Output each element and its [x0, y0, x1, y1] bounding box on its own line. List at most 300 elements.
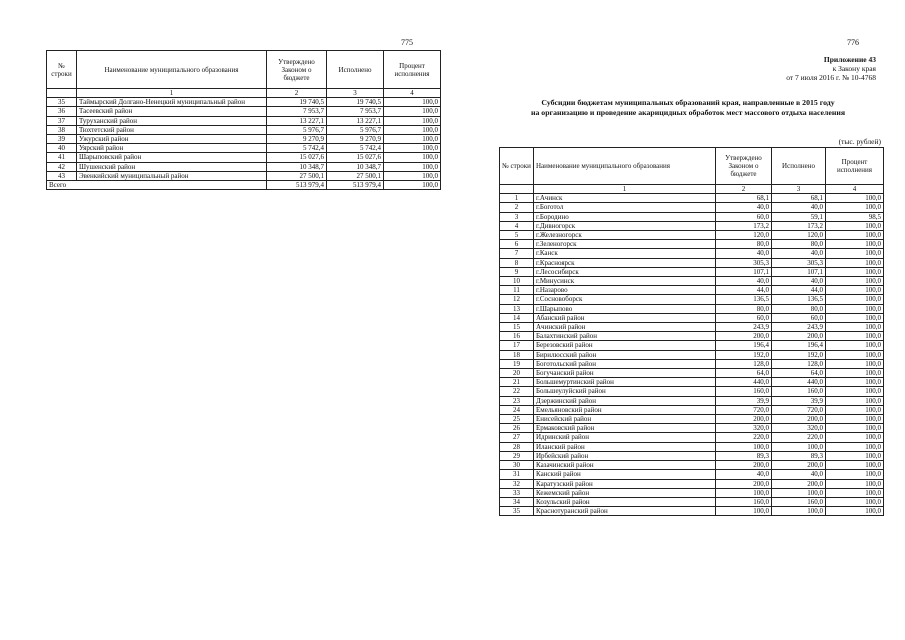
- municipality-name: Тасеевский район: [77, 107, 267, 116]
- approved-amount: 5 742,4: [267, 144, 327, 153]
- row-number: 10: [500, 277, 534, 286]
- table-row: [500, 295, 884, 304]
- index-cell: 3: [772, 185, 826, 194]
- approved-amount: 720,0: [716, 405, 772, 414]
- executed-amount: 243,9: [772, 323, 826, 332]
- executed-amount: 107,1: [772, 267, 826, 276]
- row-number: 20: [500, 369, 534, 378]
- table-row: [500, 507, 884, 516]
- table-row: [500, 304, 884, 313]
- table-row: [500, 203, 884, 212]
- table-row: [47, 98, 441, 107]
- executed-amount: 68,1: [772, 194, 826, 203]
- municipality-name: Емельяновский район: [534, 405, 716, 414]
- municipality-name: Казачинский район: [534, 461, 716, 470]
- col-header-percent: Процент исполнения: [384, 51, 441, 89]
- municipality-name: Идринский район: [534, 433, 716, 442]
- execution-percent: 100,0: [826, 470, 884, 479]
- execution-percent: 100,0: [826, 507, 884, 516]
- approved-amount: 320,0: [716, 424, 772, 433]
- executed-amount: 100,0: [772, 488, 826, 497]
- table-row: [500, 461, 884, 470]
- municipality-name: Ермаковский район: [534, 424, 716, 433]
- executed-amount: 200,0: [772, 332, 826, 341]
- row-number: 3: [500, 212, 534, 221]
- col-header-municipality: Наименование муниципального образования: [534, 148, 716, 185]
- execution-percent: 100,0: [384, 153, 441, 162]
- table-row: [500, 194, 884, 203]
- table-row: [500, 221, 884, 230]
- executed-amount: 200,0: [772, 415, 826, 424]
- page-number-right: 776: [847, 38, 859, 47]
- execution-percent: 100,0: [826, 313, 884, 322]
- executed-amount: 100,0: [772, 442, 826, 451]
- municipality-name: Большемуртинский район: [534, 378, 716, 387]
- municipality-name: Енисейский район: [534, 415, 716, 424]
- executed-amount: 40,0: [772, 203, 826, 212]
- approved-amount: 200,0: [716, 479, 772, 488]
- execution-percent: 100,0: [826, 350, 884, 359]
- table-row: [47, 125, 441, 134]
- row-number: 22: [500, 387, 534, 396]
- approved-amount: 100,0: [716, 507, 772, 516]
- municipality-name: Краснотуранский район: [534, 507, 716, 516]
- row-number: 18: [500, 350, 534, 359]
- executed-amount: 7 953,7: [327, 107, 384, 116]
- municipality-name: Дзержинский район: [534, 396, 716, 405]
- executed-amount: 305,3: [772, 258, 826, 267]
- executed-amount: 80,0: [772, 304, 826, 313]
- annex-law-ref: к Закону края: [832, 64, 876, 73]
- column-index-row: [500, 185, 884, 194]
- executed-amount: 39,9: [772, 396, 826, 405]
- index-cell: 3: [327, 89, 384, 98]
- municipality-name: г.Боготол: [534, 203, 716, 212]
- executed-amount: 120,0: [772, 231, 826, 240]
- row-number: 43: [47, 171, 77, 180]
- execution-percent: 100,0: [826, 304, 884, 313]
- row-number: 26: [500, 424, 534, 433]
- approved-amount: 13 227,1: [267, 116, 327, 125]
- table-row: [47, 144, 441, 153]
- approved-amount: 173,2: [716, 221, 772, 230]
- execution-percent: 100,0: [826, 433, 884, 442]
- page-number-left: 775: [401, 38, 413, 47]
- executed-amount: 720,0: [772, 405, 826, 414]
- row-number: 4: [500, 221, 534, 230]
- execution-percent: 100,0: [384, 162, 441, 171]
- approved-amount: 196,4: [716, 341, 772, 350]
- executed-amount: 40,0: [772, 249, 826, 258]
- row-number: 35: [47, 98, 77, 107]
- approved-amount: 40,0: [716, 203, 772, 212]
- annex-law-date: от 7 июля 2016 г. № 10-4768: [786, 73, 876, 82]
- municipality-name: г.Шарыпово: [534, 304, 716, 313]
- municipality-name: Иланский район: [534, 442, 716, 451]
- row-number: 33: [500, 488, 534, 497]
- col-header-municipality: Наименование муниципального образования: [77, 51, 267, 89]
- execution-percent: 100,0: [826, 194, 884, 203]
- row-number: 37: [47, 116, 77, 125]
- annex-block: [786, 55, 876, 82]
- municipality-name: Ачинский район: [534, 323, 716, 332]
- row-number: 39: [47, 135, 77, 144]
- municipality-name: г.Минусинск: [534, 277, 716, 286]
- execution-percent: 100,0: [384, 98, 441, 107]
- executed-amount: 13 227,1: [327, 116, 384, 125]
- execution-percent: 100,0: [826, 359, 884, 368]
- execution-percent: 100,0: [826, 277, 884, 286]
- row-number: 12: [500, 295, 534, 304]
- table-row: [500, 497, 884, 506]
- execution-percent: 100,0: [826, 451, 884, 460]
- approved-amount: 68,1: [716, 194, 772, 203]
- municipality-name: Таймырский Долгано-Ненецкий муниципальный район: [77, 98, 267, 107]
- executed-amount: 89,3: [772, 451, 826, 460]
- municipality-name: Туруханский район: [77, 116, 267, 125]
- execution-percent: 100,0: [826, 415, 884, 424]
- total-row: [47, 181, 441, 190]
- executed-amount: 9 270,9: [327, 135, 384, 144]
- executed-amount: 200,0: [772, 461, 826, 470]
- table-row: [500, 369, 884, 378]
- table-row: [500, 267, 884, 276]
- col-header-approved: Утверждено Законом о бюджете: [716, 148, 772, 185]
- approved-amount: 160,0: [716, 387, 772, 396]
- execution-percent: 100,0: [826, 488, 884, 497]
- row-number: 19: [500, 359, 534, 368]
- table-row: [500, 332, 884, 341]
- row-number: 2: [500, 203, 534, 212]
- total-approved: 513 979,4: [267, 181, 327, 190]
- title-line-1: Субсидии бюджетам муниципальных образований края, направленные в 2015 году: [541, 98, 835, 107]
- col-header-row-number: № строки: [47, 51, 77, 89]
- executed-amount: 19 740,5: [327, 98, 384, 107]
- approved-amount: 136,5: [716, 295, 772, 304]
- table-row: [500, 451, 884, 460]
- table-row: [500, 240, 884, 249]
- executed-amount: 160,0: [772, 387, 826, 396]
- index-cell: 2: [716, 185, 772, 194]
- col-header-executed: Исполнено: [772, 148, 826, 185]
- table-row: [47, 153, 441, 162]
- table-row: [500, 387, 884, 396]
- municipality-name: г.Лесосибирск: [534, 267, 716, 276]
- execution-percent: 100,0: [826, 267, 884, 276]
- execution-percent: 98,5: [826, 212, 884, 221]
- approved-amount: 80,0: [716, 304, 772, 313]
- approved-amount: 220,0: [716, 433, 772, 442]
- municipality-name: г.Ачинск: [534, 194, 716, 203]
- row-number: 30: [500, 461, 534, 470]
- table-row: [500, 479, 884, 488]
- row-number: 14: [500, 313, 534, 322]
- executed-amount: 173,2: [772, 221, 826, 230]
- approved-amount: 39,9: [716, 396, 772, 405]
- table-row: [500, 488, 884, 497]
- execution-percent: 100,0: [826, 461, 884, 470]
- row-number: 42: [47, 162, 77, 171]
- execution-percent: 100,0: [826, 295, 884, 304]
- table-row: [500, 378, 884, 387]
- executed-amount: 320,0: [772, 424, 826, 433]
- row-number: 1: [500, 194, 534, 203]
- execution-percent: 100,0: [384, 125, 441, 134]
- executed-amount: 192,0: [772, 350, 826, 359]
- table-row: [47, 171, 441, 180]
- municipality-name: Ужурский район: [77, 135, 267, 144]
- executed-amount: 220,0: [772, 433, 826, 442]
- municipality-name: Каратузский район: [534, 479, 716, 488]
- row-number: 36: [47, 107, 77, 116]
- municipality-name: Канский район: [534, 470, 716, 479]
- executed-amount: 136,5: [772, 295, 826, 304]
- approved-amount: 160,0: [716, 497, 772, 506]
- row-number: 29: [500, 451, 534, 460]
- executed-amount: 5 976,7: [327, 125, 384, 134]
- table-row: [500, 313, 884, 322]
- executed-amount: 160,0: [772, 497, 826, 506]
- index-cell: [500, 185, 534, 194]
- approved-amount: 5 976,7: [267, 125, 327, 134]
- row-number: 25: [500, 415, 534, 424]
- municipality-name: Шарыповский район: [77, 153, 267, 162]
- row-number: 27: [500, 433, 534, 442]
- row-number: 13: [500, 304, 534, 313]
- municipality-name: Уярский район: [77, 144, 267, 153]
- execution-percent: 100,0: [826, 231, 884, 240]
- approved-amount: 200,0: [716, 461, 772, 470]
- total-executed: 513 979,4: [327, 181, 384, 190]
- municipality-name: г.Назарово: [534, 286, 716, 295]
- executed-amount: 40,0: [772, 277, 826, 286]
- row-number: 11: [500, 286, 534, 295]
- execution-percent: 100,0: [826, 479, 884, 488]
- row-number: 7: [500, 249, 534, 258]
- execution-percent: 100,0: [826, 221, 884, 230]
- executed-amount: 196,4: [772, 341, 826, 350]
- total-label: Всего: [47, 181, 267, 190]
- index-cell: 2: [267, 89, 327, 98]
- index-cell: 4: [384, 89, 441, 98]
- executed-amount: 128,0: [772, 359, 826, 368]
- col-header-approved: Утверждено Законом о бюджете: [267, 51, 327, 89]
- approved-amount: 15 027,6: [267, 153, 327, 162]
- row-number: 9: [500, 267, 534, 276]
- table-row: [500, 249, 884, 258]
- execution-percent: 100,0: [826, 258, 884, 267]
- executed-amount: 15 027,6: [327, 153, 384, 162]
- table-row: [500, 359, 884, 368]
- col-header-row-number: № строки: [500, 148, 534, 185]
- row-number: 5: [500, 231, 534, 240]
- row-number: 35: [500, 507, 534, 516]
- row-number: 6: [500, 240, 534, 249]
- execution-percent: 100,0: [384, 144, 441, 153]
- execution-percent: 100,0: [826, 442, 884, 451]
- row-number: 38: [47, 125, 77, 134]
- table-row: [500, 442, 884, 451]
- approved-amount: 128,0: [716, 359, 772, 368]
- execution-percent: 100,0: [384, 116, 441, 125]
- table-row: [500, 341, 884, 350]
- municipality-name: Богучанский район: [534, 369, 716, 378]
- row-number: 31: [500, 470, 534, 479]
- approved-amount: 192,0: [716, 350, 772, 359]
- row-number: 24: [500, 405, 534, 414]
- row-number: 8: [500, 258, 534, 267]
- approved-amount: 107,1: [716, 267, 772, 276]
- row-number: 15: [500, 323, 534, 332]
- row-number: 23: [500, 396, 534, 405]
- table-row: [500, 212, 884, 221]
- approved-amount: 44,0: [716, 286, 772, 295]
- municipality-name: Ирбейский район: [534, 451, 716, 460]
- approved-amount: 80,0: [716, 240, 772, 249]
- approved-amount: 40,0: [716, 277, 772, 286]
- index-cell: 4: [826, 185, 884, 194]
- municipality-name: г.Зеленогорск: [534, 240, 716, 249]
- execution-percent: 100,0: [826, 323, 884, 332]
- table-row: [500, 405, 884, 414]
- execution-percent: 100,0: [826, 249, 884, 258]
- row-number: 28: [500, 442, 534, 451]
- table-row: [47, 162, 441, 171]
- executed-amount: 44,0: [772, 286, 826, 295]
- approved-amount: 243,9: [716, 323, 772, 332]
- municipality-name: г.Канск: [534, 249, 716, 258]
- document-title: [490, 98, 886, 118]
- execution-percent: 100,0: [826, 396, 884, 405]
- table-row: [500, 286, 884, 295]
- executed-amount: 27 500,1: [327, 171, 384, 180]
- executed-amount: 440,0: [772, 378, 826, 387]
- executed-amount: 59,1: [772, 212, 826, 221]
- municipality-name: Тюхтетский район: [77, 125, 267, 134]
- executed-amount: 10 348,7: [327, 162, 384, 171]
- execution-percent: 100,0: [826, 387, 884, 396]
- approved-amount: 40,0: [716, 470, 772, 479]
- annex-number: Приложение 43: [823, 55, 876, 64]
- row-number: 17: [500, 341, 534, 350]
- executed-amount: 64,0: [772, 369, 826, 378]
- municipality-name: Березовский район: [534, 341, 716, 350]
- table-row: [500, 231, 884, 240]
- municipality-name: Козульский район: [534, 497, 716, 506]
- table-row: [47, 116, 441, 125]
- row-number: 16: [500, 332, 534, 341]
- approved-amount: 7 953,7: [267, 107, 327, 116]
- col-header-percent: Процент исполнения: [826, 148, 884, 185]
- table-row: [500, 323, 884, 332]
- execution-percent: 100,0: [826, 286, 884, 295]
- municipality-name: Бирилюсский район: [534, 350, 716, 359]
- table-row: [500, 424, 884, 433]
- table-row: [500, 470, 884, 479]
- table-row: [500, 433, 884, 442]
- index-cell: 1: [534, 185, 716, 194]
- approved-amount: 60,0: [716, 212, 772, 221]
- approved-amount: 9 270,9: [267, 135, 327, 144]
- executed-amount: 80,0: [772, 240, 826, 249]
- table-row: [500, 350, 884, 359]
- row-number: 21: [500, 378, 534, 387]
- municipality-name: Боготольский район: [534, 359, 716, 368]
- execution-percent: 100,0: [384, 171, 441, 180]
- total-percent: 100,0: [384, 181, 441, 190]
- approved-amount: 89,3: [716, 451, 772, 460]
- units-label: (тыс. рублей): [838, 137, 881, 146]
- row-number: 34: [500, 497, 534, 506]
- row-number: 41: [47, 153, 77, 162]
- approved-amount: 60,0: [716, 313, 772, 322]
- executed-amount: 40,0: [772, 470, 826, 479]
- approved-amount: 200,0: [716, 415, 772, 424]
- column-index-row: [47, 89, 441, 98]
- table-row: [500, 258, 884, 267]
- title-line-2: на организацию и проведение акарицидных обработок мест массового отдыха населения: [530, 108, 846, 117]
- execution-percent: 100,0: [826, 405, 884, 414]
- table-row: [500, 396, 884, 405]
- index-cell: 1: [77, 89, 267, 98]
- executed-amount: 5 742,4: [327, 144, 384, 153]
- municipality-name: г.Сосновоборск: [534, 295, 716, 304]
- approved-amount: 27 500,1: [267, 171, 327, 180]
- municipality-name: Балахтинский район: [534, 332, 716, 341]
- municipality-name: г.Железногорск: [534, 231, 716, 240]
- municipality-name: Абанский район: [534, 313, 716, 322]
- municipality-name: г.Бородино: [534, 212, 716, 221]
- approved-amount: 305,3: [716, 258, 772, 267]
- approved-amount: 440,0: [716, 378, 772, 387]
- execution-percent: 100,0: [826, 341, 884, 350]
- table-row: [500, 415, 884, 424]
- execution-percent: 100,0: [826, 369, 884, 378]
- execution-percent: 100,0: [384, 107, 441, 116]
- row-number: 32: [500, 479, 534, 488]
- municipality-name: Шушенский район: [77, 162, 267, 171]
- execution-percent: 100,0: [384, 135, 441, 144]
- left-page-table: [46, 50, 441, 190]
- col-header-executed: Исполнено: [327, 51, 384, 89]
- table-row: [47, 107, 441, 116]
- municipality-name: Кежемский район: [534, 488, 716, 497]
- approved-amount: 200,0: [716, 332, 772, 341]
- executed-amount: 100,0: [772, 507, 826, 516]
- approved-amount: 100,0: [716, 488, 772, 497]
- executed-amount: 200,0: [772, 479, 826, 488]
- execution-percent: 100,0: [826, 424, 884, 433]
- municipality-name: г.Красноярск: [534, 258, 716, 267]
- municipality-name: Эвенкийский муниципальный район: [77, 171, 267, 180]
- index-cell: [47, 89, 77, 98]
- table-row: [47, 135, 441, 144]
- approved-amount: 40,0: [716, 249, 772, 258]
- approved-amount: 120,0: [716, 231, 772, 240]
- execution-percent: 100,0: [826, 240, 884, 249]
- approved-amount: 64,0: [716, 369, 772, 378]
- execution-percent: 100,0: [826, 497, 884, 506]
- municipality-name: Большеулуйский район: [534, 387, 716, 396]
- execution-percent: 100,0: [826, 378, 884, 387]
- executed-amount: 60,0: [772, 313, 826, 322]
- table-row: [500, 277, 884, 286]
- row-number: 40: [47, 144, 77, 153]
- right-page-table: [499, 147, 884, 516]
- municipality-name: г.Дивногорск: [534, 221, 716, 230]
- execution-percent: 100,0: [826, 332, 884, 341]
- execution-percent: 100,0: [826, 203, 884, 212]
